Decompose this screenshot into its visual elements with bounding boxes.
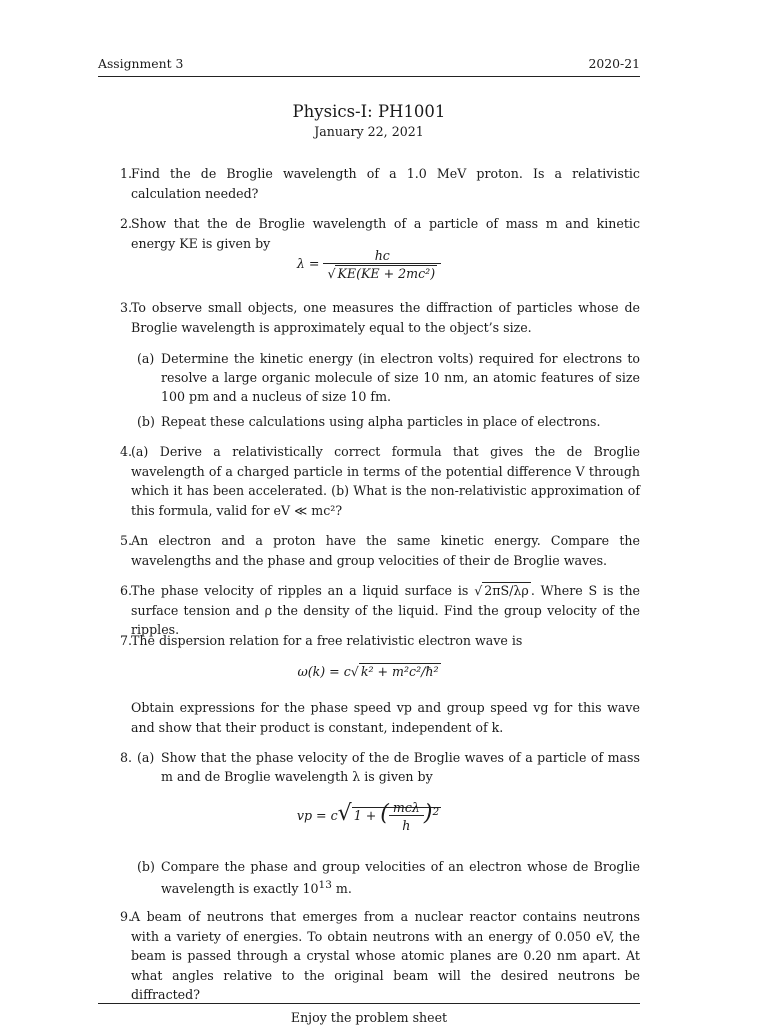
problem-number: 9. bbox=[119, 909, 132, 924]
problem-8b bbox=[137, 857, 640, 898]
problem-text: (a) Derive a relativistically correct formula that gives the de Broglie wavelength of a charged particle in terms of the potential difference V through which it has been accelerated. (b) What is the non-relativistic approximation of this formula, valid for eV ≪ mc²? bbox=[131, 444, 640, 518]
problem-text-a: The phase velocity of ripples an a liquid surface is bbox=[131, 583, 469, 598]
problem-3 bbox=[98, 298, 640, 337]
equation-exponent: 2 bbox=[432, 805, 440, 818]
footer-rule bbox=[98, 1003, 640, 1004]
equation-lhs: ω(k) = c bbox=[297, 664, 351, 679]
equation-denominator: √ KE(KE + 2mc²) bbox=[323, 263, 441, 281]
equation-radicand: 1 + ( $\frac{\text{mcλ}}{h}$ )$^2$ bbox=[353, 800, 440, 833]
problem-text: Find the de Broglie wavelength of a 1.0 MeV proton. Is a relativistic calculation needed? bbox=[131, 166, 640, 201]
problem-text: An electron and a proton have the same kinetic energy. Compare the wavelengths and the phase and group velocities of their de Broglie waves. bbox=[131, 533, 640, 568]
header-left: Assignment 3 bbox=[98, 56, 184, 71]
equation-fraction bbox=[323, 248, 441, 281]
equation-lhs: λ = bbox=[296, 256, 320, 271]
subpart-label: (b) bbox=[137, 414, 155, 429]
subpart-label: (a) bbox=[137, 351, 155, 366]
problem-number: 5. bbox=[119, 533, 132, 548]
header-rule bbox=[98, 76, 640, 77]
problem-3a bbox=[137, 349, 640, 406]
equation-phase-velocity: vp = c√ 1 + ( $\frac{\text{mcλ}}{h}$ )$^2$ bbox=[296, 800, 440, 833]
problem-text: Obtain expressions for the phase speed vp and group speed vg for this wave and show that their product is constant, independent of k. bbox=[131, 700, 640, 735]
problem-number: 2. bbox=[119, 216, 132, 231]
problem-text: Show that the de Broglie wavelength of a particle of mass m and kinetic energy KE is given by bbox=[131, 216, 640, 251]
subpart-text-a: Compare the phase and group velocities of an electron whose de Broglie wavelength is exactly 10 bbox=[161, 859, 640, 897]
subpart-text: Determine the kinetic energy (in electron volts) required for electrons to resolve a large organic molecule of size 10 nm, an atomic features of size 100 pm and a nucleus of size 10 fm. bbox=[161, 351, 640, 404]
problem-number: 1. bbox=[119, 166, 132, 181]
equation-numerator: hc bbox=[374, 248, 390, 263]
problem-1 bbox=[98, 164, 640, 203]
equation-wavelength bbox=[98, 248, 640, 281]
problem-text: A beam of neutrons that emerges from a nuclear reactor contains neutrons with a variety of energies. To obtain neutrons with an energy of 0.050 eV, the beam is passed through a crystal whose atomic planes are 0.20 nm apart. At what angles relative to the original beam will the desired neutrons be diffracted? bbox=[131, 909, 640, 1002]
equation-numerator: mcλ bbox=[392, 800, 420, 815]
problem-text: The dispersion relation for a free relativistic electron wave is bbox=[131, 633, 523, 648]
header-right: 2020-21 bbox=[588, 56, 640, 71]
problem-number: 6. bbox=[119, 583, 132, 598]
problem-9 bbox=[98, 907, 640, 1005]
footer-text: Enjoy the problem sheet bbox=[290, 1010, 448, 1025]
problem-8a bbox=[137, 748, 640, 786]
problem-5 bbox=[98, 531, 640, 570]
problem-number: 8. bbox=[119, 750, 132, 765]
equation-lhs: vp = c bbox=[296, 808, 338, 823]
equation-one: 1 + bbox=[353, 808, 377, 823]
subpart-text: Show that the phase velocity of the de Broglie waves of a particle of mass m and de Broglie wavelength λ is given by bbox=[161, 750, 640, 784]
subpart-text: Repeat these calculations using alpha particles in place of electrons. bbox=[161, 414, 601, 429]
page-date: January 22, 2021 bbox=[314, 124, 424, 139]
problem-7 bbox=[98, 631, 640, 651]
subpart-label: (b) bbox=[137, 859, 155, 874]
equation-radicand: k² + m²c²/ħ² bbox=[360, 664, 439, 679]
problem-text: The phase velocity of ripples an a liquid surface is √ 2πS/λρ . Where S is the surface tension and ρ the density of the liquid. Find the group velocity of the ripples. bbox=[131, 583, 641, 637]
equation-dispersion: ω(k) = c√ k² + m²c²/ħ² bbox=[297, 664, 439, 679]
equation-fraction bbox=[389, 800, 424, 833]
problem-number: 3. bbox=[119, 300, 132, 315]
problem-4 bbox=[98, 442, 640, 520]
page-title: Physics-I: PH1001 bbox=[292, 102, 446, 121]
equation-radicand: KE(KE + 2mc²) bbox=[337, 266, 436, 281]
problem-number: 7. bbox=[119, 633, 132, 648]
problem-7-followup bbox=[98, 698, 640, 737]
problem-text-b: . Where S is the surface tension and ρ the density of the liquid. Find the group velocity of the ripples. bbox=[131, 583, 641, 637]
subpart-label: (a) bbox=[137, 750, 155, 765]
problem-3b bbox=[137, 412, 640, 431]
equation-radicand: 2πS/λρ bbox=[484, 583, 529, 598]
subpart-text bbox=[161, 857, 640, 898]
problem-text: To observe small objects, one measures the diffraction of particles whose de Broglie wavelength is approximately equal to the object’s size. bbox=[131, 300, 640, 335]
problem-number: 4. bbox=[119, 444, 132, 459]
equation-denominator: h bbox=[389, 815, 424, 833]
exponent: 13 bbox=[318, 879, 332, 891]
subpart-text-b: m. bbox=[331, 881, 352, 897]
